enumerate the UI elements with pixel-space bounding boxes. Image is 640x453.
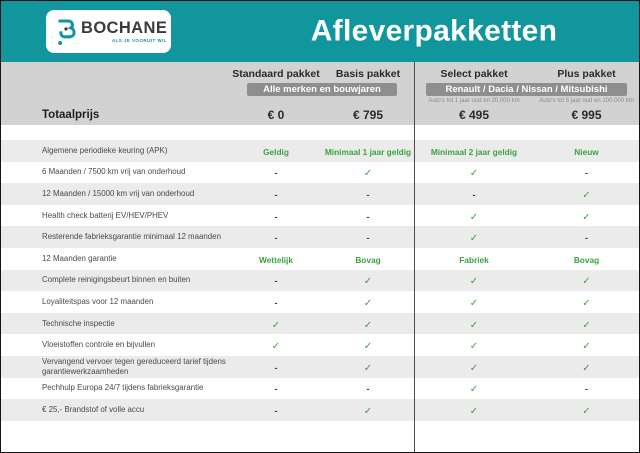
page-title: Afleverpakketten [310,13,558,47]
price-standaard: € 0 [267,108,285,122]
table-row [1,356,639,378]
condition-select: Auto's tot 1 jaar oud en 20.000 km [428,98,520,104]
cell-text: Fabriek [459,254,489,265]
check-icon: ✓ [469,297,479,309]
dash-icon: - [585,233,588,244]
check-icon: ✓ [363,341,373,353]
dash-icon: - [274,233,278,244]
row-label: Technische inspectie [42,318,115,328]
check-icon: ✓ [363,168,373,180]
row-label: Loyaliteitspas voor 12 maanden [42,297,154,307]
table-row [1,248,639,270]
row-label: Pechhulp Europa 24/7 tijdens fabrieksgarantie [42,383,204,393]
price-basis: € 795 [352,108,384,122]
row-label: Vloeistoffen controle en bijvullen [42,340,156,350]
price-plus: € 995 [571,108,602,122]
dash-icon: - [274,276,278,287]
check-icon: ✓ [582,276,591,288]
dash-icon: - [366,233,370,244]
check-icon: ✓ [582,211,591,223]
conditions-row [1,96,639,106]
table-row [1,378,639,400]
row-label: Complete reinigingsbeurt binnen en buiten [42,275,191,285]
dash-icon: - [585,384,588,395]
dash-icon: - [274,297,278,308]
dash-icon: - [274,168,278,179]
row-label: € 25,- Brandstof of volle accu [42,404,145,414]
cell-text: Minimaal 1 jaar geldig [324,146,412,157]
table-row [1,140,639,162]
dash-icon: - [274,189,278,200]
column-header-standaard: Standaard pakket [232,68,320,80]
dash-icon: - [366,384,370,395]
condition-plus: Auto's tot 5 jaar oud en 100.000 km [539,98,634,104]
dash-icon: - [585,168,588,179]
package-names-row [1,67,639,82]
check-icon: ✓ [582,341,591,353]
dash-icon: - [274,362,278,373]
check-icon: ✓ [469,384,479,396]
check-icon: ✓ [271,319,281,331]
table-row [1,313,639,335]
dash-icon: - [274,211,278,222]
column-header-plus: Plus pakket [557,68,616,80]
check-icon: ✓ [582,319,591,331]
check-icon: ✓ [271,341,281,353]
dash-icon: - [274,384,278,395]
check-icon: ✓ [363,276,373,288]
check-icon: ✓ [582,297,591,309]
table-row [1,226,639,248]
cell-text: Nieuw [574,146,599,157]
total-price-row [1,108,639,122]
row-label: Vervangend vervoer tegen gereduceerd tarief tijdens garantiewerkzaamheden [42,356,226,376]
cell-text: Bovag [355,254,381,265]
dash-icon: - [366,189,370,200]
table-row [1,183,639,205]
logo-tagline: ALS JE VOORUIT WIL [111,37,167,43]
table-row [1,205,639,227]
check-icon: ✓ [363,319,373,331]
table-row [1,162,639,184]
check-icon: ✓ [363,297,373,309]
row-label: 6 Maanden / 7500 km vrij van onderhoud [42,167,186,177]
check-icon: ✓ [469,211,479,223]
table-row [1,270,639,292]
dash-icon: - [274,405,278,416]
page-header [1,1,639,62]
check-icon: ✓ [469,405,479,417]
row-label: Resterende fabrieksgarantie minimaal 12 maanden [42,232,221,242]
table-row [1,334,639,356]
spacer [1,125,639,140]
total-price-label: Totaalprijs [42,109,100,121]
check-icon: ✓ [469,319,479,331]
logo-wordmark: BOCHANE [81,19,168,38]
check-icon: ✓ [582,362,591,374]
badge-renault-group: Renault / Dacia / Nissan / Mitsubishi [426,83,627,96]
badge-all-brands: Alle merken en bouwjaren [247,83,397,96]
cell-text: Wettelijk [259,254,293,265]
table-row [1,399,639,421]
dash-icon: - [366,211,370,222]
column-header-basis: Basis pakket [335,68,401,80]
row-label: Algemene periodieke keuring (APK) [42,145,168,155]
price-select: € 495 [458,108,490,122]
cell-text: Bovag [573,254,600,265]
row-label: Health check batterij EV/HEV/PHEV [42,210,169,220]
column-header-select: Select pakket [440,68,508,80]
check-icon: ✓ [363,405,373,417]
check-icon: ✓ [469,233,479,245]
check-icon: ✓ [363,362,373,374]
bochane-logo-icon [55,16,77,48]
check-icon: ✓ [582,405,591,417]
brand-badges-row [1,83,639,96]
bochane-logo [46,10,171,53]
row-label: 12 Maanden garantie [42,253,117,263]
row-label: 12 Maanden / 15000 km vrij van onderhoud [42,189,195,199]
check-icon: ✓ [469,276,479,288]
check-icon: ✓ [582,189,591,201]
table-rows [1,140,639,421]
dash-icon: - [472,189,476,200]
package-header-band [1,62,639,125]
check-icon: ✓ [469,341,479,353]
check-icon: ✓ [469,168,479,180]
check-icon: ✓ [469,362,479,374]
group-divider-line [414,62,415,453]
cell-text: Minimaal 2 jaar geldig [430,146,518,157]
logo-text [81,20,167,43]
cell-text: Geldig [263,146,289,157]
table-row [1,291,639,313]
